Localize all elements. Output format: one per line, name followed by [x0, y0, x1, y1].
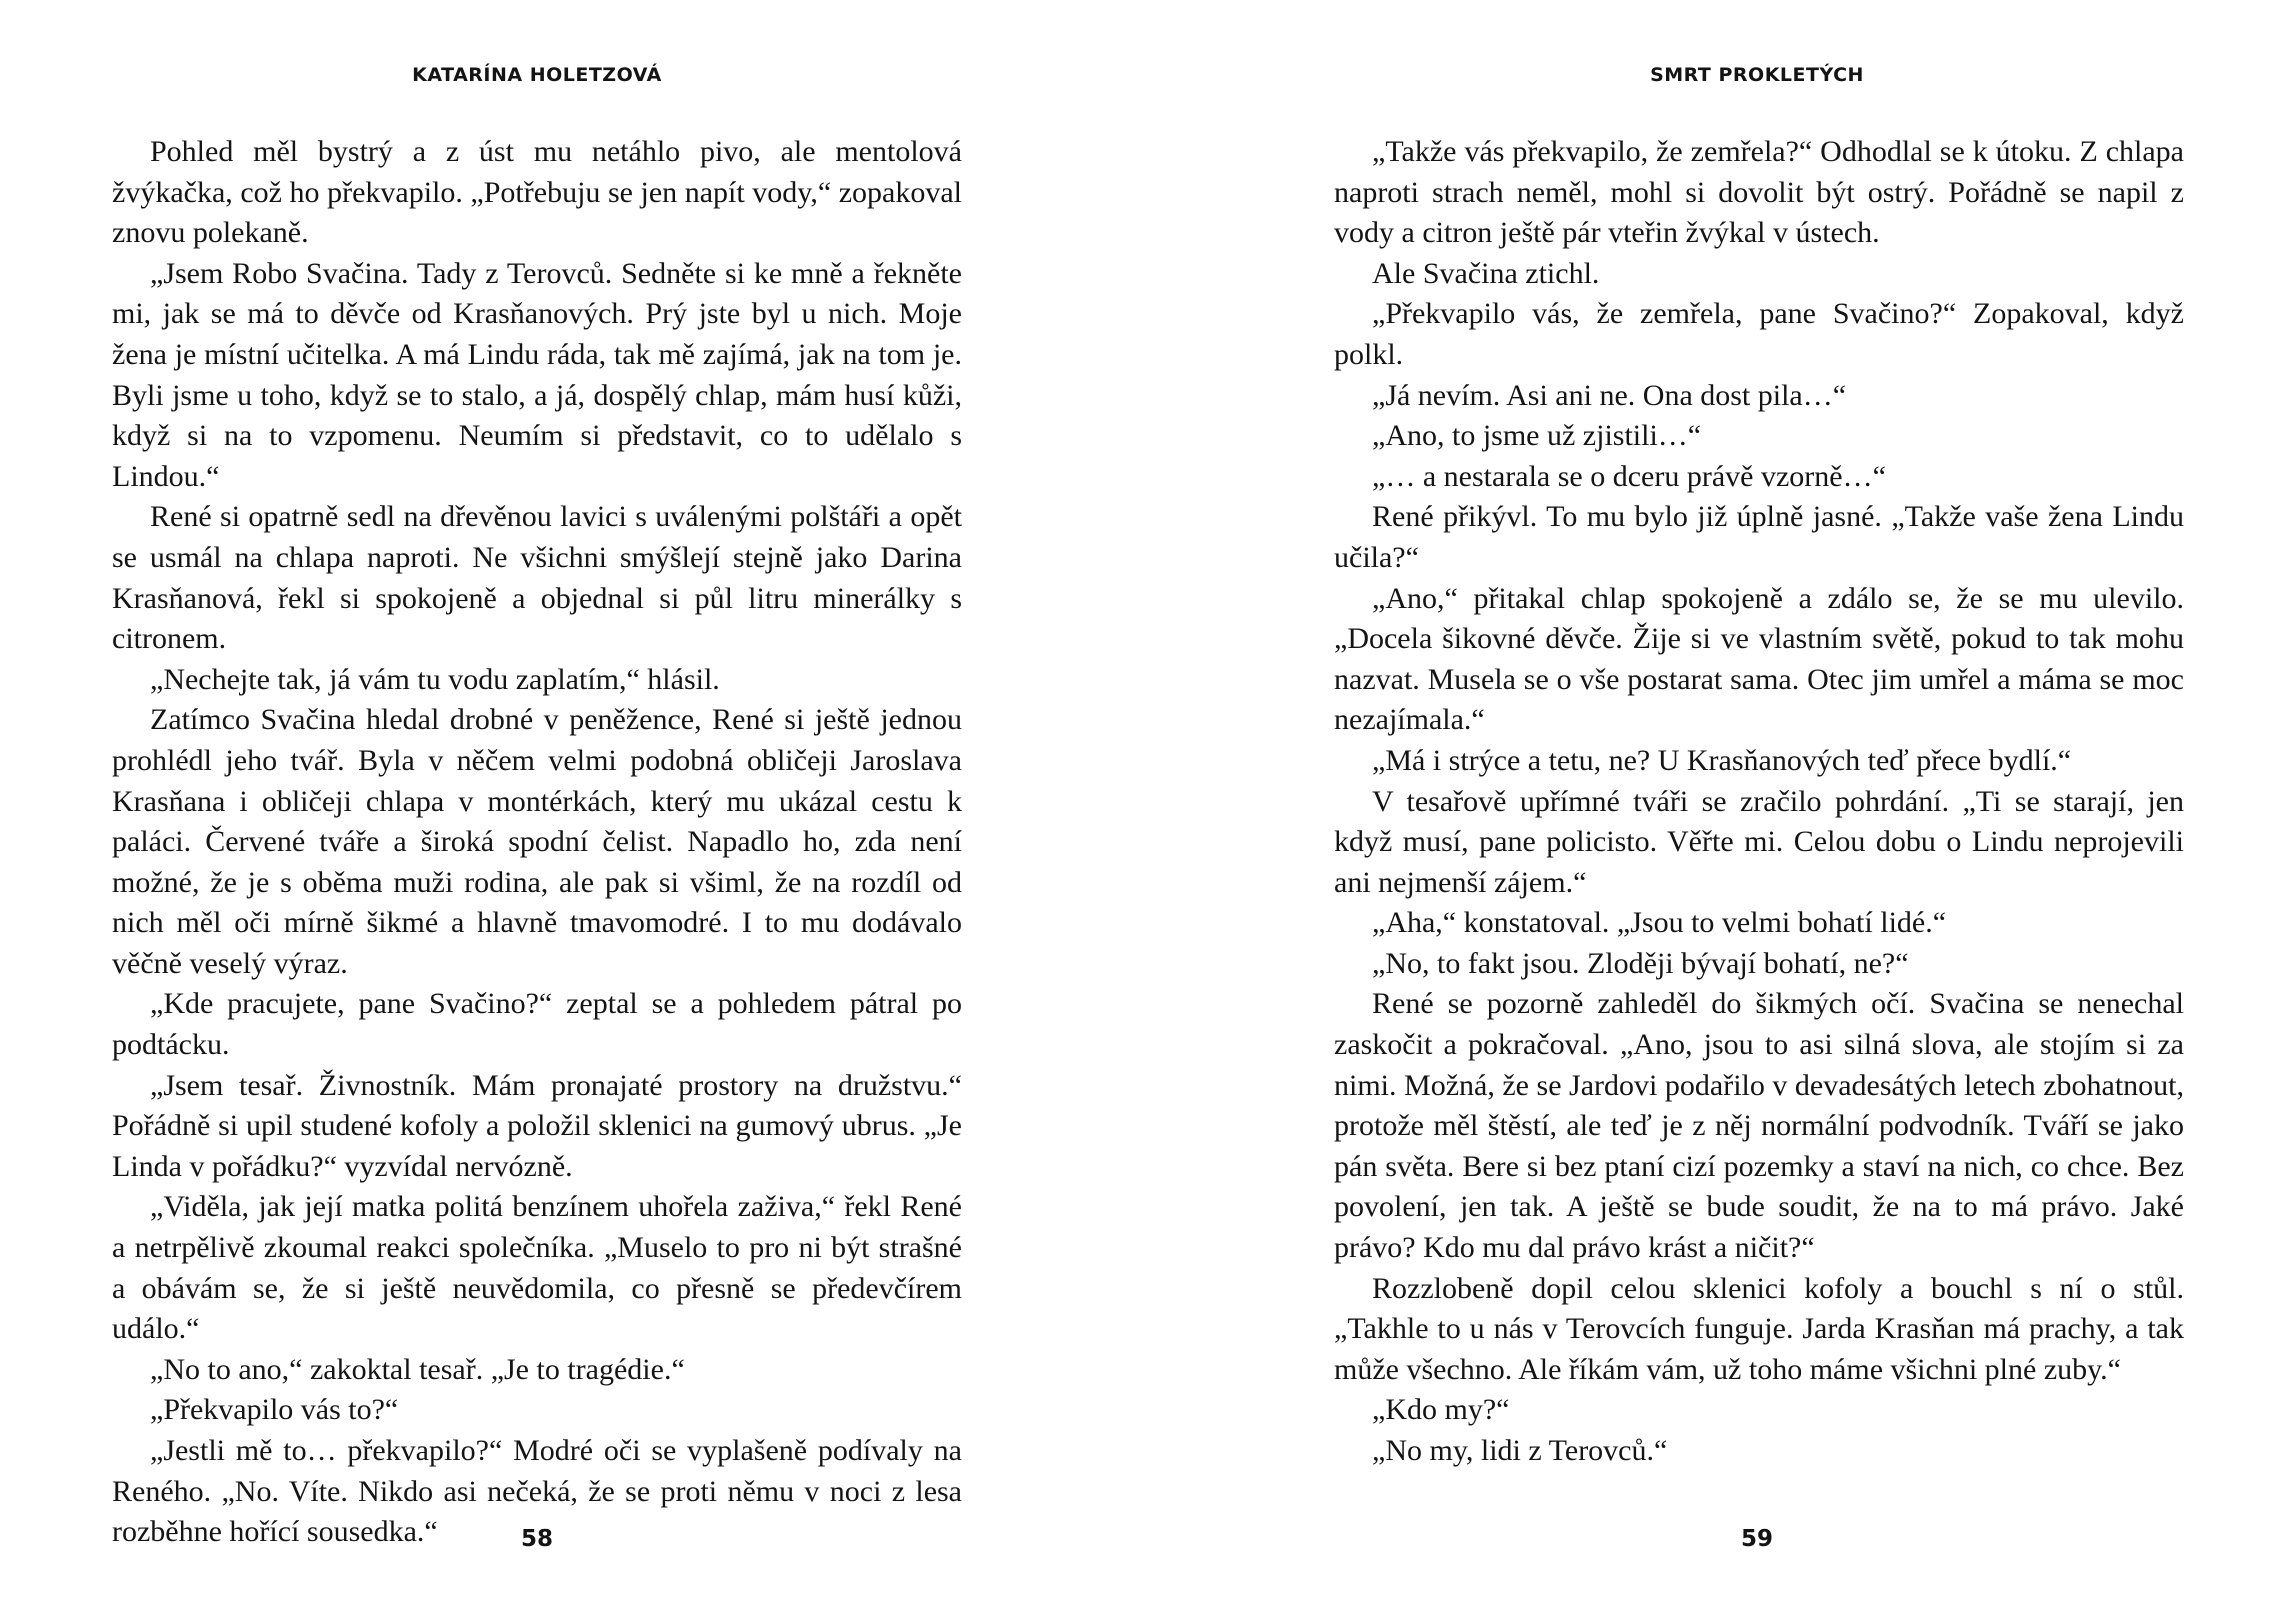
paragraph: „Viděla, jak její matka politá benzínem uhořela zaživa,“ řekl René a netrpělivě zkoumal reakci společníka. „Muselo to pro ni být strašné a obávám se, že si ještě neuvědomila, co přesně se předevčírem událo.“	[112, 1190, 962, 1346]
paragraph: V tesařově upřímné tváři se zračilo pohrdání. „Ti se starají, jen když musí, pane policisto. Věřte mi. Celou dobu o Lindu neprojevili ani nejmenší zájem.“	[1334, 784, 2184, 899]
paragraph: „Aha,“ konstatoval. „Jsou to velmi bohatí lidé.“	[1372, 906, 1947, 940]
paragraph: Zatímco Svačina hledal drobné v peněžence, René si ještě jednou prohlédl jeho tvář. Byla v něčem velmi podobná obličeji Jaroslava Krasňana i obličeji chlapa v montérkách, který mu ukázal cestu k paláci. Červené tváře a široká spodní čelist. Napadlo ho, zda není možné, že je s oběma muži rodina, ale pak si všiml, že na rozdíl od nich měl oči mírně šikmé a hlavně tmavomodré. I to mu dodávalo věčně veselý výraz.	[112, 703, 962, 980]
paragraph: „Ano,“ přitakal chlap spokojeně a zdálo se, že se mu ulevilo. „Docela šikovné děvče. Žije si ve vlastním světě, pokud to tak mohu nazvat. Musela se o vše postarat sama. Otec jim umřel a máma se moc nezajímala.“	[1334, 581, 2184, 737]
paragraph: „… a nestarala se o dceru právě vzorně…“	[1372, 459, 1886, 493]
body-text	[112, 132, 962, 1553]
paragraph: „Jsem Robo Svačina. Tady z Terovců. Sedněte si ke mně a řekněte mi, jak se má to děvče od Krasňanových. Prý jste byl u nich. Moje žena je místní učitelka. A má Lindu ráda, tak mě zajímá, jak na tom je. Byli jsme u toho, když se to stalo, a já, dospělý chlap, mám husí kůži, když si na to vzpomenu. Neumím si představit, co to udělalo s Lindou.“	[112, 256, 962, 493]
paragraph: „Má i strýce a tetu, ne? U Krasňanových teď přece bydlí.“	[1372, 743, 2072, 777]
paragraph: „Jestli mě to… překvapilo?“ Modré oči se vyplašeně podívaly na Reného. „No. Víte. Nikdo asi nečeká, že se proti němu v noci z lesa rozběhne hořící sousedka.“	[112, 1434, 962, 1549]
paragraph: „Já nevím. Asi ani ne. Ona dost pila…“	[1372, 378, 1847, 412]
paragraph: „Nechejte tak, já vám tu vodu zaplatím,“ hlásil.	[150, 662, 720, 696]
right-page	[1142, 0, 2284, 1615]
paragraph: „No, to fakt jsou. Zloději bývají bohatí, ne?“	[1372, 946, 1909, 980]
page-number: 59	[1740, 1526, 1773, 1552]
paragraph: „No my, lidi z Terovců.“	[1372, 1434, 1668, 1467]
paragraph: „Překvapilo vás to?“	[150, 1393, 399, 1427]
body-text	[1334, 132, 2184, 1472]
paragraph: Rozzlobeně dopil celou sklenici kofoly a bouchl s ní o stůl. „Takhle to u nás v Terovcích funguje. Jarda Krasňan má prachy, a tak může všechno. Ale říkám vám, už toho máme všichni plné zuby.“	[1334, 1271, 2184, 1386]
paragraph: René se pozorně zahleděl do šikmých očí. Svačina se nenechal zaskočit a pokračoval. „Ano, jsou to asi silná slova, ale stojím si za nimi. Možná, že se Jardovi podařilo v devadesátých letech zbohatnout, protože měl štěstí, ale teď je z něj normální podvodník. Tváří se jako pán světa. Bere si bez ptaní cizí pozemky a staví na nich, co chce. Bez povolení, jen tak. A ještě se bude soudit, že na to má právo. Jaké právo? Kdo mu dal právo krást a ničit?“	[1334, 987, 2184, 1265]
paragraph: „Kdo my?“	[1372, 1393, 1510, 1427]
paragraph: Pohled měl bystrý a z úst mu netáhlo pivo, ale mentolová žvýkačka, což ho překvapilo. „Potřebuju se jen napít vody,“ zopakoval znovu polekaně.	[112, 135, 962, 250]
paragraph: „Jsem tesař. Živnostník. Mám pronajaté prostory na družstvu.“ Pořádně si upil studené kofoly a položil sklenici na gumový ubrus. „Je Linda v pořádku?“ vyzvídal nervózně.	[112, 1068, 962, 1183]
page-number: 58	[520, 1526, 553, 1552]
paragraph: „Kde pracujete, pane Svačino?“ zeptal se a pohledem pátral po podtácku.	[112, 987, 962, 1062]
paragraph: René si opatrně sedl na dřevěnou lavici s uválenými polštáři a opět se usmál na chlapa naproti. Ne všichni smýšlejí stejně jako Darina Krasňanová, řekl si spokojeně a objednal si půl litru minerálky s citronem.	[112, 500, 962, 656]
running-head-title: SMRT PROKLETÝCH	[1650, 64, 1864, 86]
paragraph: Ale Svačina ztichl.	[1372, 256, 1600, 290]
paragraph: „Ano, to jsme už zjistili…“	[1372, 419, 1702, 453]
paragraph: René přikývl. To mu bylo již úplně jasné. „Takže vaše žena Lindu učila?“	[1334, 500, 2184, 574]
paragraph: „Překvapilo vás, že zemřela, pane Svačino?“ Zopakoval, když polkl.	[1334, 297, 2184, 371]
running-head-author: KATARÍNA HOLETZOVÁ	[412, 64, 662, 86]
paragraph: „No to ano,“ zakoktal tesař. „Je to tragédie.“	[150, 1352, 685, 1386]
paragraph: „Takže vás překvapilo, že zemřela?“ Odhodlal se k útoku. Z chlapa naproti strach neměl, mohl si dovolit být ostrý. Pořádně se napil z vody a citron ještě pár vteřin žvýkal v ústech.	[1334, 135, 2184, 250]
